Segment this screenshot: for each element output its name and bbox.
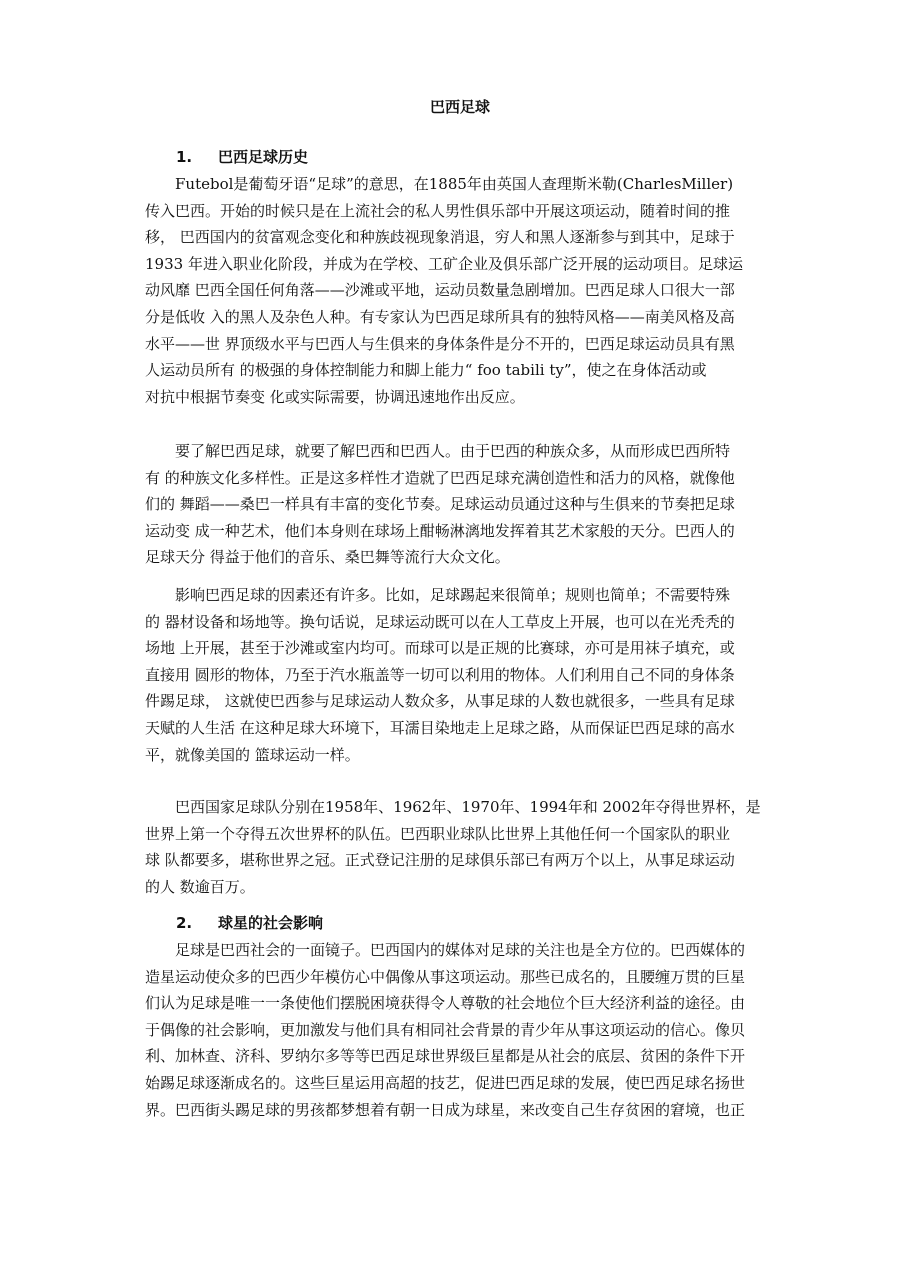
section-heading-text: 球星的社会影响 bbox=[218, 914, 324, 932]
paragraph-line: 场地 上开展，甚至于沙滩或室内均可。而球可以是正规的比赛球，亦可是用袜子填充，或 bbox=[145, 639, 735, 658]
paragraph-line: 们认为足球是唯一一条使他们摆脱困境获得令人尊敬的社会地位个巨大经济利益的途径。由 bbox=[145, 994, 746, 1013]
paragraph-line: 巴西国家足球队分别在1958年、1962年、1970年、1994年和 2002年夺得世界杯，是 bbox=[175, 798, 761, 816]
paragraph-line: 直接用 圆形的物体，乃至于汽水瓶盖等一切可以利用的物体。人们利用自己不同的身体条 bbox=[145, 665, 735, 684]
paragraph-line: 于偶像的社会影响，更加激发与他们具有相同社会背景的青少年从事这项运动的信心。像贝 bbox=[145, 1020, 746, 1039]
paragraph-line: 水平——世 界顶级水平与巴西人与生俱来的身体条件是分不开的，巴西足球运动员具有黑 bbox=[145, 334, 735, 353]
section-heading-history bbox=[176, 146, 308, 168]
paragraph-line: 天赋的人生活 在这种足球大环境下，耳濡目染地走上足球之路，从而保证巴西足球的高水 bbox=[145, 718, 735, 737]
paragraph-line: 影响巴西足球的因素还有许多。比如，足球踢起来很简单；规则也简单；不需要特殊 bbox=[175, 586, 731, 604]
paragraph-line: 移， 巴西国内的贫富观念变化和种族歧视现象消退，穷人和黑人逐渐参与到其中，足球于 bbox=[145, 228, 735, 247]
paragraph-line: 分是低收 入的黑人及杂色人种。有专家认为巴西足球所具有的独特风格——南美风格及高 bbox=[145, 307, 735, 326]
paragraph-line: 平，就像美国的 篮球运动一样。 bbox=[145, 745, 360, 764]
paragraph-line: 足球是巴西社会的一面镜子。巴西国内的媒体对足球的关注也是全方位的。巴西媒体的 bbox=[175, 941, 746, 959]
section-heading-text: 巴西足球历史 bbox=[218, 148, 309, 166]
paragraph-line: 球 队都要多，堪称世界之冠。正式登记注册的足球俱乐部已有两万个以上，从事足球运动 bbox=[145, 851, 735, 870]
paragraph-line: 造星运动使众多的巴西少年模仿心中偶像从事这项运动。那些已成名的，且腰缠万贯的巨星 bbox=[145, 967, 746, 986]
paragraph-factors bbox=[145, 582, 795, 768]
paragraph-line: 1933 年进入职业化阶段，并成为在学校、工矿企业及俱乐部广泛开展的运动项目。足球运 bbox=[145, 254, 743, 273]
paragraph-line: 对抗中根据节奏变 化或实际需要，协调迅速地作出反应。 bbox=[145, 387, 525, 406]
paragraph-line: 的 器材设备和场地等。换句话说，足球运动既可以在人工草皮上开展，也可以在光秃秃的 bbox=[145, 612, 735, 631]
paragraph-line: 利、加林查、济科、罗纳尔多等等巴西足球世界级巨星都是从社会的底层、贫困的条件下开 bbox=[145, 1047, 746, 1066]
paragraph-culture bbox=[145, 438, 795, 571]
section-heading-social-impact bbox=[176, 912, 323, 934]
paragraph-line: Futebol是葡萄牙语“足球”的意思，在1885年由英国人查理斯米勒(CharlesMiller) bbox=[175, 175, 734, 193]
paragraph-line: 们的 舞蹈——桑巴一样具有丰富的变化节奏。足球运动员通过这种与生俱来的节奏把足球 bbox=[145, 495, 735, 514]
document-title: 巴西足球 bbox=[429, 98, 490, 116]
section-number: 1. bbox=[176, 148, 193, 166]
paragraph-line: 运动变 成一种艺术，他们本身则在球场上酣畅淋漓地发挥着其艺术家般的天分。巴西人的 bbox=[145, 521, 735, 540]
paragraph-line: 传入巴西。开始的时候只是在上流社会的私人男性俱乐部中开展这项运动，随着时间的推 bbox=[145, 201, 731, 220]
paragraph-line: 件踢足球， 这就使巴西参与足球运动人数众多，从事足球的人数也就很多，一些具有足球 bbox=[145, 692, 735, 711]
paragraph-line: 有 的种族文化多样性。正是这多样性才造就了巴西足球充满创造性和活力的风格，就像他 bbox=[145, 468, 735, 487]
paragraph-line: 的人 数逾百万。 bbox=[145, 877, 255, 896]
paragraph-line: 界。巴西街头踢足球的男孩都梦想着有朝一日成为球星，来改变自己生存贫困的窘境，也正 bbox=[145, 1100, 746, 1119]
paragraph-stars bbox=[145, 937, 795, 1123]
paragraph-line: 世界上第一个夺得五次世界杯的队伍。巴西职业球队比世界上其他任何一个国家队的职业 bbox=[145, 824, 731, 843]
paragraph-line: 动风靡 巴西全国任何角落——沙滩或平地，运动员数量急剧增加。巴西足球人口很大一部 bbox=[145, 281, 735, 300]
paragraph-line: 始踢足球逐渐成名的。这些巨星运用高超的技艺，促进巴西足球的发展，使巴西足球名扬世 bbox=[145, 1073, 746, 1092]
paragraph-world-cups bbox=[145, 794, 795, 900]
section-number: 2. bbox=[176, 914, 193, 932]
paragraph-line: 人运动员所有 的极强的身体控制能力和脚上能力“ foo tabili ty”，使之在身体活动或 bbox=[145, 361, 707, 380]
paragraph-futebol-origin bbox=[145, 171, 795, 410]
paragraph-line: 足球天分 得益于他们的音乐、桑巴舞等流行大众文化。 bbox=[145, 548, 510, 567]
paragraph-line: 要了解巴西足球，就要了解巴西和巴西人。由于巴西的种族众多，从而形成巴西所特 bbox=[175, 442, 731, 460]
